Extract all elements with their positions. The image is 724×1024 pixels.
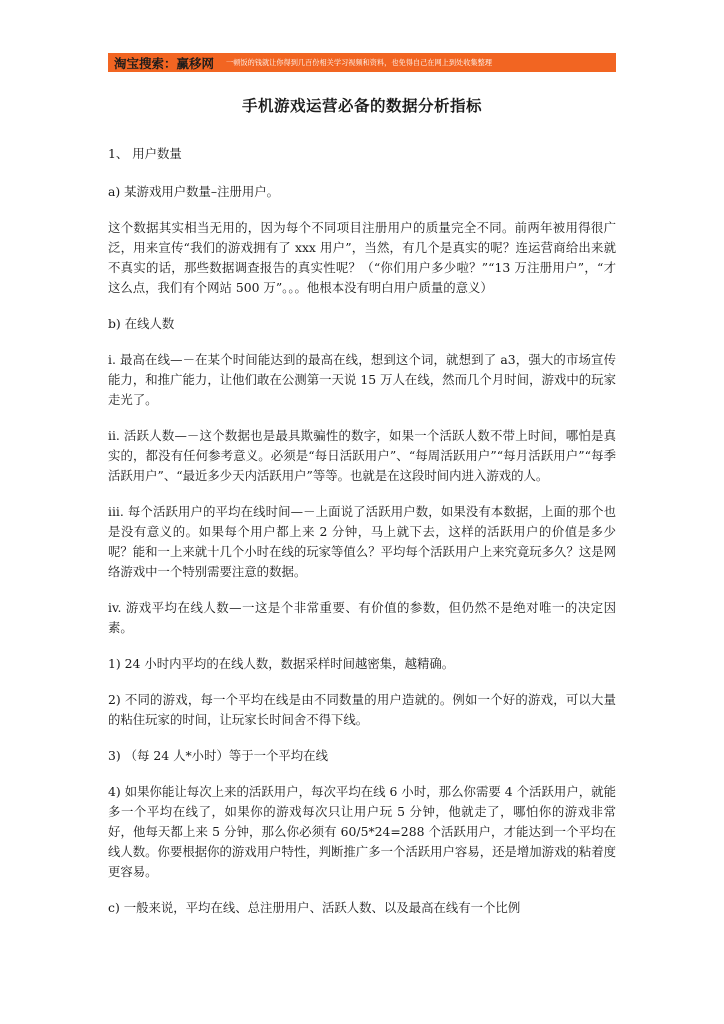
paragraph: 1) 24 小时内平均的在线人数，数据采样时间越密集，越精确。 [108, 656, 455, 671]
subsection-heading: c) 一般来说，平均在线、总注册用户、活跃人数、以及最高在线有一个比例 [108, 900, 521, 915]
paragraph: iii. 每个活跃用户的平均在线时间—－上面说了活跃用户数，如果没有本数据，上面的那个也是没有意义的。如果每个用户都上来 2 分钟，马上就下去，这样的活跃用户的价值是多少呢？能和一上来就十几个小时在线的玩家等值么？平均每个活跃用户上来究竟玩多久？这是网络游戏中一个特别需要注意的数据。 [108, 504, 617, 579]
paragraph: i. 最高在线—－在某个时间能达到的最高在线，想到这个词，就想到了 a3，强大的市场宣传能力，和推广能力，让他们敢在公测第一天说 15 万人在线，然而几个月时间，游戏中的玩家走光了。 [108, 352, 616, 407]
subsection-heading: b) 在线人数 [108, 316, 175, 331]
paragraph: 3) （每 24 人*小时）等于一个平均在线 [108, 748, 328, 763]
banner-brand: 淘宝搜索：赢移网 [114, 55, 215, 71]
document-title: 手机游戏运营必备的数据分析指标 [241, 97, 482, 115]
paragraph: 2) 不同的游戏，每一个平均在线是由不同数量的用户造就的。例如一个好的游戏，可以大量的粘住玩家的时间，让玩家长时间舍不得下线。 [108, 692, 616, 727]
paragraph: ii. 活跃人数—－这个数据也是最具欺骗性的数字，如果一个活跃人数不带上时间，哪怕是真实的，都没有任何参考意义。必须是“每日活跃用户”、“每周活跃用户”“每月活跃用户”“每季活跃用户”、“最近多少天内活跃用户”等等。也就是在这段时间内进入游戏的人。 [108, 428, 616, 483]
paragraph: 这个数据其实相当无用的，因为每个不同项目注册用户的质量完全不同。前两年被用得很广泛，用来宣传“我们的游戏拥有了 xxx 用户”，当然，有几个是真实的呢？连运营商给出来就不真实的话，那些数据调查报告的真实性呢？（“你们用户多少啦？”“13 万注册用户”，“才这么点，我们有个网站 500 万”。。。他根本没有明白用户质量的意义） [108, 220, 616, 295]
section-heading: 1、 用户数量 [108, 146, 182, 161]
document-body [108, 144, 616, 934]
header-banner [108, 53, 616, 72]
paragraph: iv. 游戏平均在线人数—一这是个非常重要、有价值的参数，但仍然不是绝对唯一的决定因素。 [108, 600, 616, 635]
banner-slogan: 一顿饭的钱就让你得到几百份相关学习视频和资料，也免得自己在网上到处收集整理 [226, 57, 492, 67]
subsection-heading: a) 某游戏用户数量–注册用户。 [108, 184, 280, 199]
paragraph: 4) 如果你能让每次上来的活跃用户，每次平均在线 6 小时，那么你需要 4 个活跃用户，就能多一个平均在线了，如果你的游戏每次只让用户玩 5 分钟，他就走了，哪怕你的游戏非常好，他每天都上来 5 分钟，那么你必须有 60/5*24=288 个活跃用户，才能达到一个平均在线人数。你要根据你的游戏用户特性，判断推广多一个活跃用户容易，还是增加游戏的粘着度更容易。 [108, 784, 617, 879]
